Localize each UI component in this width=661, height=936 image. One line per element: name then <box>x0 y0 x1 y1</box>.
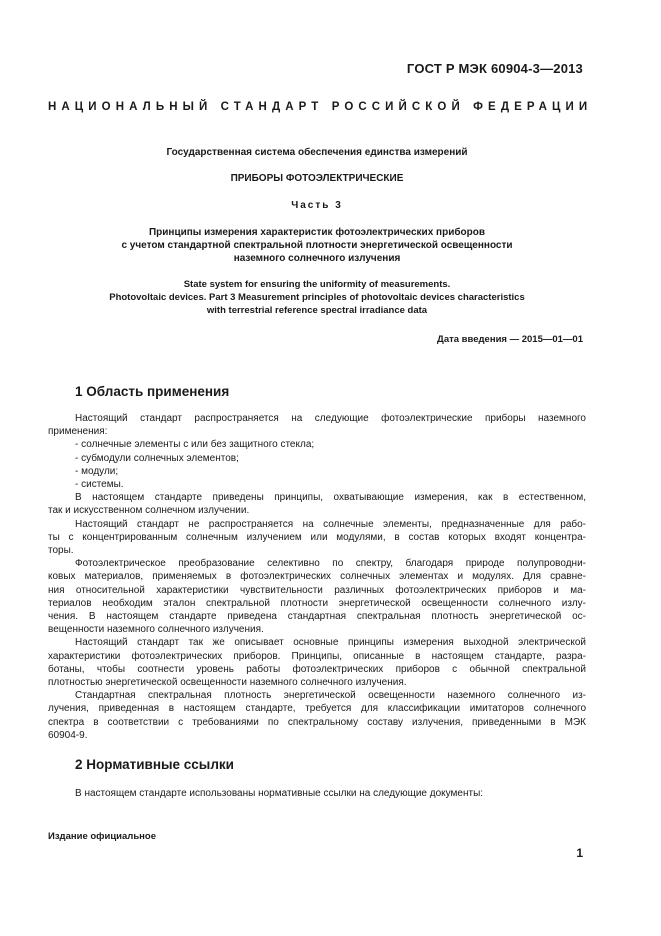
product-title: ПРИБОРЫ ФОТОЭЛЕКТРИЧЕСКИЕ <box>230 173 404 184</box>
text-line: - субмодули солнечных элементов; <box>75 452 239 464</box>
text-line: характеристики фотоэлектрических приборов. Принципы, описанные в настоящем стандарте, разра- <box>48 650 586 662</box>
text-line: Настоящий стандарт так же описывает основные принципы измерения выходной электрической <box>75 637 586 649</box>
text-line: применения: <box>48 426 108 438</box>
text-line: так и искусственном солнечном излучении. <box>48 505 250 517</box>
russian-title <box>48 226 586 265</box>
text-line: териалов необходим эталон спектральной плотности энергетической освещенности солнечного излу- <box>48 597 586 609</box>
text-line: - солнечные элементы с или без защитного стекла; <box>75 439 315 451</box>
text-line: В настоящем стандарте приведены принципы, охватывающие измерения, как в естественном, <box>75 492 586 504</box>
text-line: Фотоэлектрическое преобразование селективно по спектру, благодаря природе полупроводни- <box>75 558 586 570</box>
section-2-body <box>48 787 586 800</box>
part-title: Часть 3 <box>291 200 343 211</box>
official-edition-label: Издание официальное <box>48 831 156 842</box>
text-line: 60904-9. <box>48 729 88 741</box>
text-line: вещенности наземного солнечного излучения. <box>48 624 264 636</box>
russian-title-line: с учетом стандартной спектральной плотности энергетической освещенности <box>121 240 513 251</box>
introduction-date: Дата введения — 2015—01—01 <box>437 334 583 345</box>
text-line: ботаны, чтобы соотнести уровень работы фотоэлектрических приборов с обычной спектральной <box>48 663 586 675</box>
english-title-line: with terrestrial reference spectral irradiance data <box>206 305 428 316</box>
text-line: Стандартная спектральная плотность энергетической освещенности наземного солнечного из- <box>75 690 586 702</box>
text-line: торы. <box>48 545 74 557</box>
section-1-heading: 1 Область применения <box>75 384 230 399</box>
text-line: спектра в соответствии с требованиями по спектральному составу излучения, приведенными в МЭК <box>48 716 586 728</box>
text-line: лучения, приведенная в настоящем стандарте, требуется для классификации имитаторов солнечного <box>48 703 586 715</box>
text-line: - модули; <box>75 465 119 477</box>
text-line: ты с концентрированным солнечным излучением или модулями, в состав которых входят концентра- <box>48 531 586 543</box>
english-title <box>48 278 586 317</box>
page-number: 1 <box>576 846 583 860</box>
standard-number: ГОСТ Р МЭК 60904-3—2013 <box>406 61 583 76</box>
text-line: ния относительной характеристики чувствительности различных фотоэлектрических приборов и ма- <box>48 584 586 596</box>
national-standard-title: НАЦИОНАЛЬНЫЙ СТАНДАРТ РОССИЙСКОЙ ФЕДЕРАЦИИ <box>48 101 593 113</box>
text-line: - системы. <box>75 479 124 491</box>
system-title: Государственная система обеспечения единства измерений <box>166 147 468 158</box>
russian-title-line: Принципы измерения характеристик фотоэлектрических приборов <box>148 227 485 238</box>
english-title-line: Photovoltaic devices. Part 3 Measurement principles of photovoltaic devices characteristics <box>109 292 525 303</box>
text-line: плотностью энергетической освещенности наземного солнечного излучения. <box>48 677 407 689</box>
text-line: В настоящем стандарте использованы нормативные ссылки на следующие документы: <box>75 788 484 799</box>
section-2-heading: 2 Нормативные ссылки <box>75 757 234 772</box>
text-line: Настоящий стандарт не распространяется на солнечные элементы, предназначенные для рабо- <box>75 518 586 530</box>
text-line: ковых материалов, применяемых в фотоэлектрических солнечных элементах и модулях. Для сравне- <box>48 571 586 583</box>
english-title-line: State system for ensuring the uniformity of measurements. <box>183 279 451 290</box>
text-line: чения. В настоящем стандарте приведена стандартная спектральная плотность энергетической ос- <box>48 611 586 623</box>
text-line: Настоящий стандарт распространяется на следующие фотоэлектрические приборы наземного <box>75 413 586 424</box>
russian-title-line: наземного солнечного излучения <box>233 253 401 264</box>
section-1-body <box>48 412 586 742</box>
